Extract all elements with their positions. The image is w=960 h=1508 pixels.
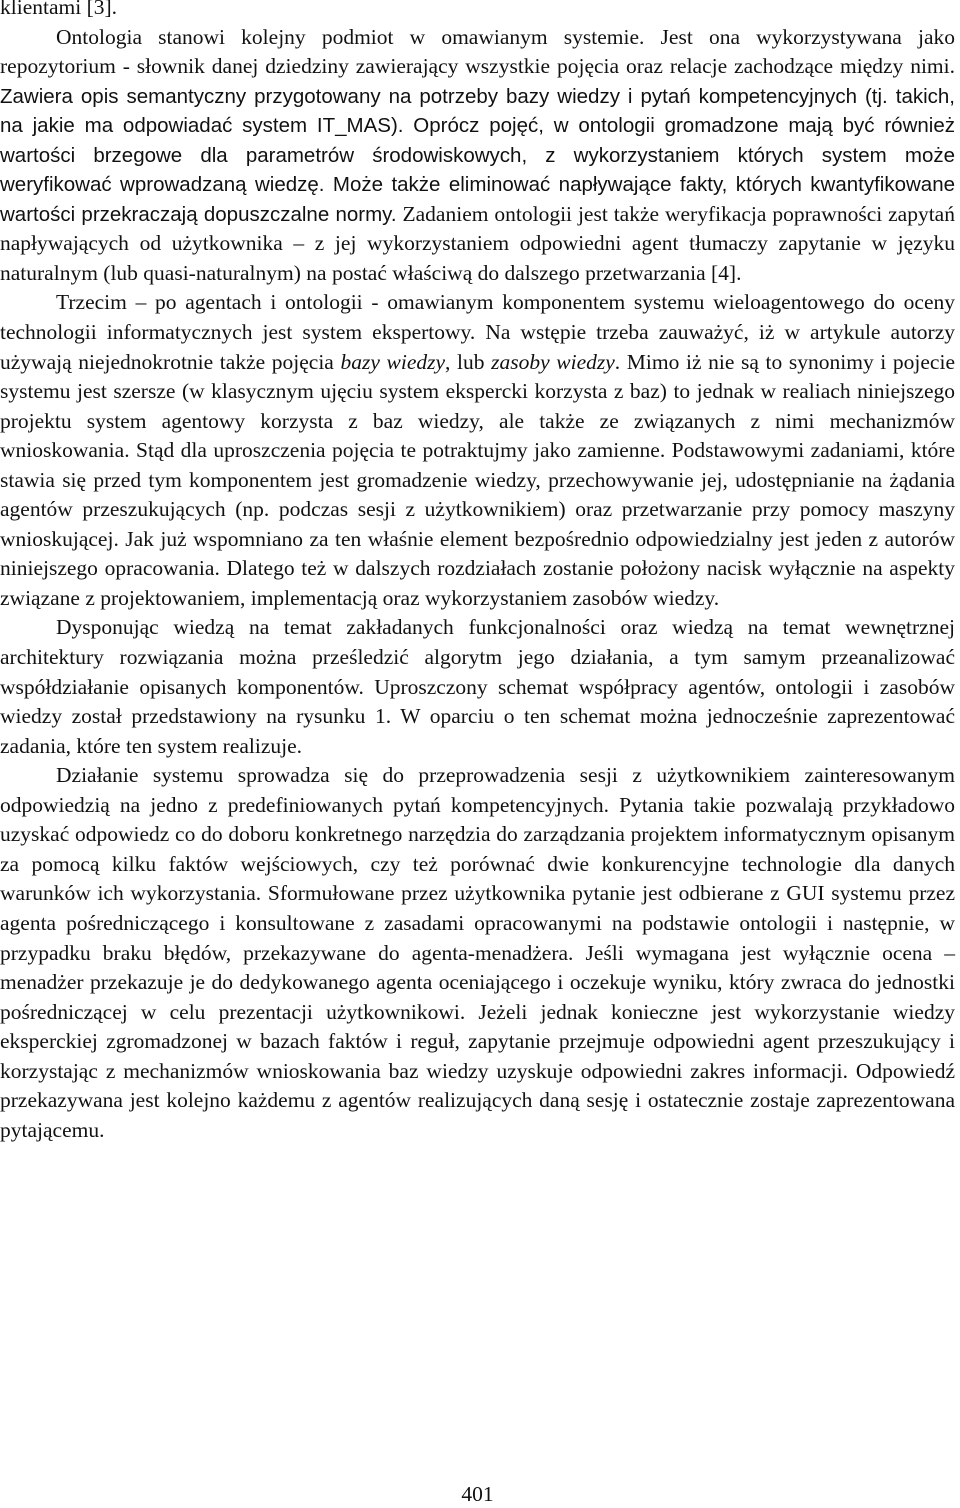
paragraph-algorithm — [0, 613, 955, 761]
text-span: . Mimo iż nie są to synonimy i pojecie systemu jest szersze (w klasycznym ujęciu system ekspercki korzysta z baz) to jednak w realiach niniejszego projektu system agentowy korzysta z baz wiedzy, ale także ze związanych z nimi mechanizmów wnioskowania. Stąd dla uproszczenia pojęcia te potraktujmy jako zamienne. Podstawowymi zadaniami, które stawia się przed tym komponentem jest gromadzenie wiedzy, przechowywanie jej, udostępnianie na żądania agentów przeszukujących (np. podczas sesji z użytkownikiem) oraz przetwarzanie przy pomocy maszyny wnioskującej. Jak już wspomniano za ten właśnie element bezpośrednio odpowiedzialny jest jeden z autorów niniejszego opracowania. Dlatego też w dalszych rozdziałach zostanie położony nacisk wyłącznie na aspekty związane z projektowaniem, implementacją oraz wykorzystaniem zasobów wiedzy. — [0, 349, 955, 610]
text-span: Działanie systemu sprowadza się do przeprowadzenia sesji z użytkownikiem zainteresowanym odpowiedzią na jedno z predefiniowanych pytań kompetencyjnych. Pytania takie pozwalają przykładowo uzyskać odpowiedz co do doboru konkretnego narzędzia do zarządzania projektem informatycznym opisanym za pomocą kilku faktów wejściowych, czy też porównać dwie konkurencyjne technologie dla danych warunków ich wykorzystania. Sformułowane przez użytkownika pytanie jest odbierane z GUI systemu przez agenta pośredniczącego i konsultowane z zasadami opracowanymi na podstawie ontologii i następnie, w przypadku braku błędów, przekazywane do agenta-menadżera. Jeśli wymagana jest wyłącznie ocena – menadżer przekazuje je do dedykowanego agenta oceniającego i oczekuje wyniku, który zwraca do jednostki pośredniczącej w celu prezentacji użytkownikowi. Jeżeli jednak konieczne jest wykorzystanie wiedzy eksperckiej zgromadzonej w bazach faktów i reguł, zapytanie przejmuje odpowiedni agent przeszukujący i korzystając z mechanizmów wnioskowania baz wiedzy uzyskuje odpowiedni zakres informacji. Odpowiedź przekazywana jest kolejno każdemu z agentów realizujących daną sesję i ostatecznie zostaje zaprezentowana pytającemu. — [0, 763, 955, 1142]
paragraph-system-operation — [0, 761, 955, 1145]
text-span-sans: Zawiera opis semantyczny przygotowany na potrzeby bazy wiedzy i pytań kompetencyjnych (tj. takich, na jakie ma odpowiadać system IT_MAS). Oprócz pojęć, w ontologii gromadzone mają być również wartości brzegowe dla parametrów środowiskowych, z wykorzystaniem których system może weryfikować wprowadzaną wiedzę. Może także eliminować napływające fakty, których kwantyfikowane wartości przekraczają dopuszczalne normy. — [0, 84, 955, 226]
paragraph-expert-system — [0, 288, 955, 613]
paragraph-ontology — [0, 23, 955, 289]
page-number: 401 — [461, 1482, 494, 1506]
text-span: , lub — [445, 349, 492, 374]
italic-term: bazy wiedzy — [340, 349, 446, 374]
italic-term: zasoby wiedzy — [491, 349, 615, 374]
paragraph-continuation — [0, 0, 955, 23]
text-span: Ontologia stanowi kolejny podmiot w omawianym systemie. Jest ona wykorzystywana jako repozytorium - słownik danej dziedziny zawierający wszystkie pojęcia oraz relacje zachodzące między nimi. — [0, 24, 955, 79]
text-span: Dysponując wiedzą na temat zakładanych funkcjonalności oraz wiedzą na temat wewnętrznej architektury rozwiązania można prześledzić algorytm jego działania, a tym samym przeanalizować współdziałanie opisanych komponentów. Uproszczony schemat współpracy agentów, ontologii i zasobów wiedzy został przedstawiony na rysunku 1. W oparciu o ten schemat można jednocześnie zaprezentować zadania, które ten system realizuje. — [0, 615, 955, 758]
text-span: Trzecim – po agentach i ontologii - omawianym komponentem systemu wieloagentowego do oceny technologii informatycznych jest system ekspertowy. Na wstępie trzeba zauważyć, iż w artykule autorzy używają niejednokrotnie także pojęcia — [0, 290, 955, 374]
text-span: klientami [3]. — [0, 0, 118, 19]
text-span: Zadaniem ontologii jest także weryfikacja poprawności zapytań napływających od użytkownika – z jej wykorzystaniem odpowiedni agent tłumaczy zapytanie w języku naturalnym (lub quasi-naturalnym) na postać właściwą do dalszego przetwarzania [4]. — [0, 201, 955, 285]
